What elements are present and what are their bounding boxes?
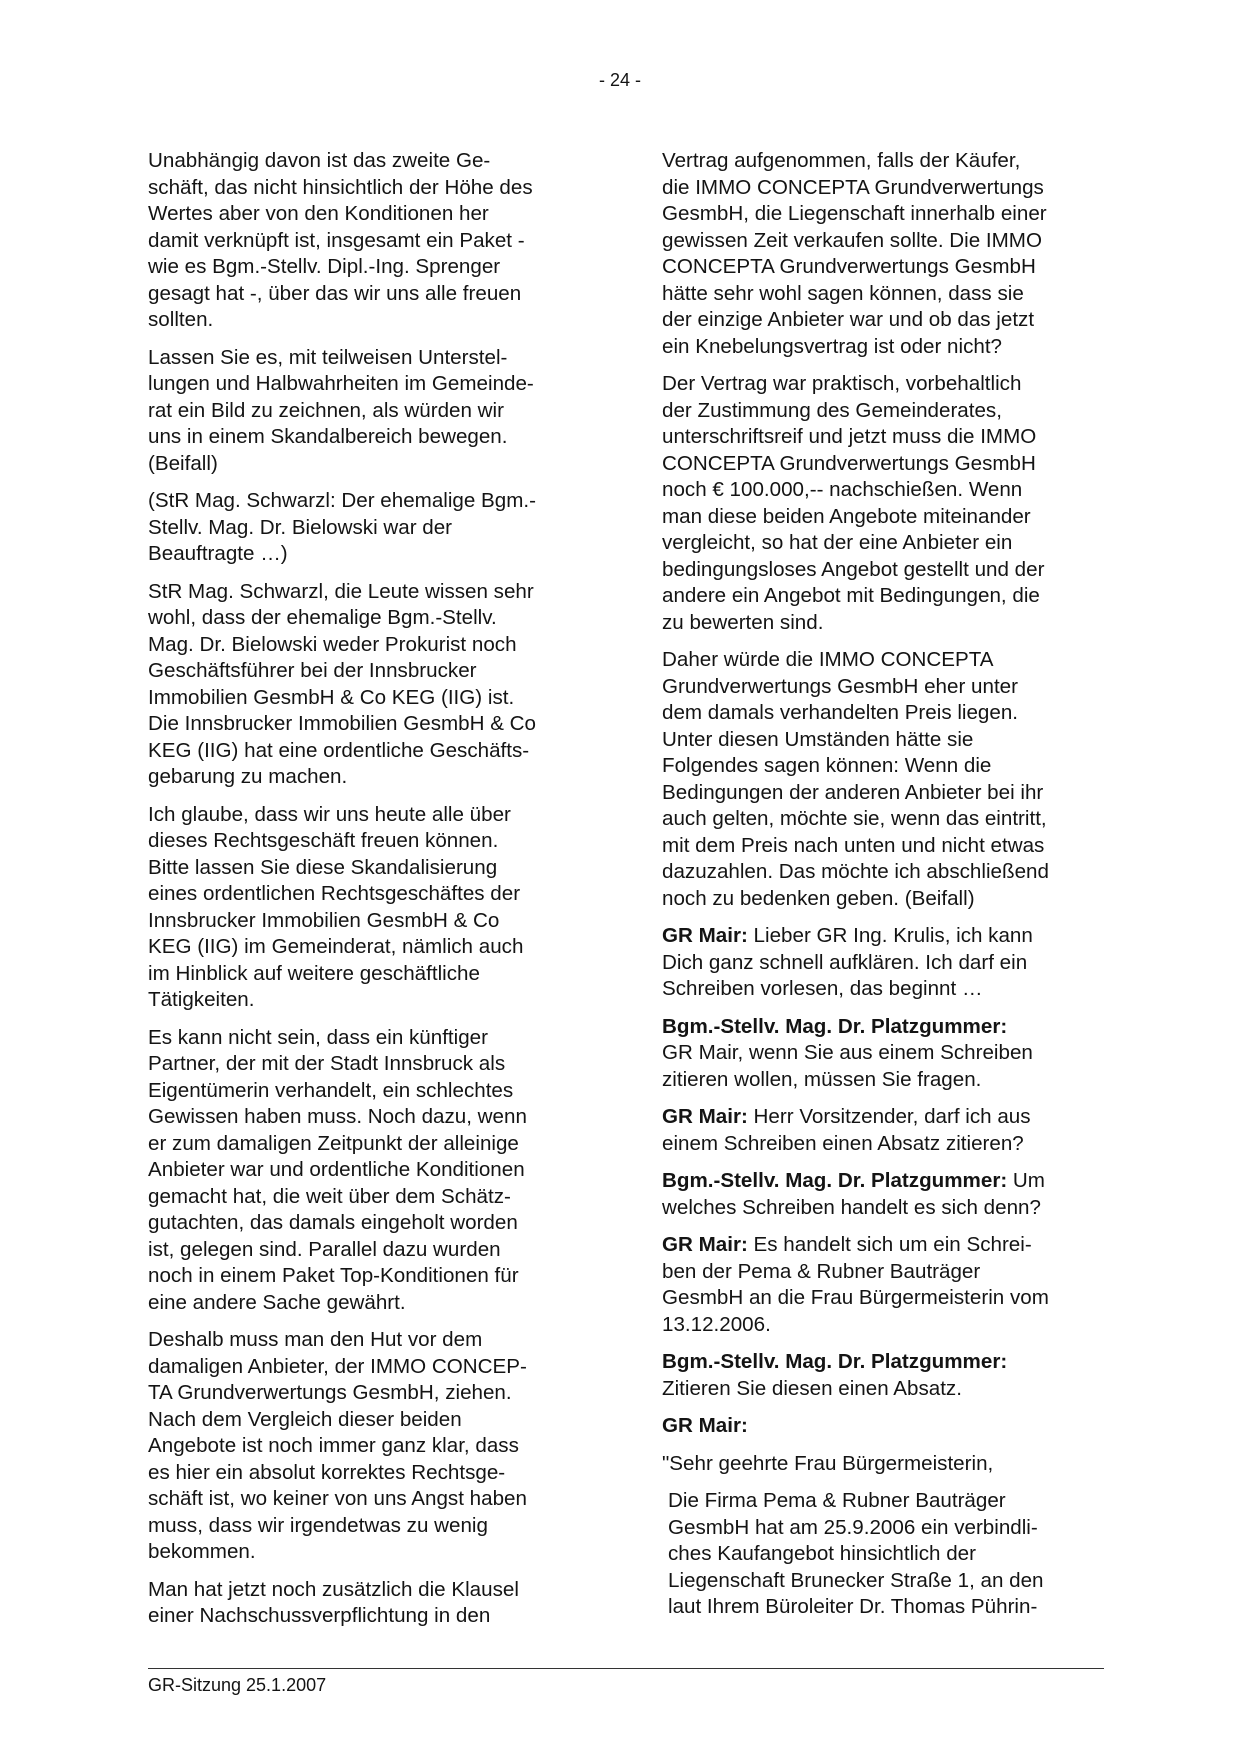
page-number: - 24 - xyxy=(598,70,641,90)
speaker-label: GR Mair: xyxy=(662,1414,748,1437)
speaker-label: Bgm.-Stellv. Mag. Dr. Platzgummer: xyxy=(662,1169,1008,1192)
paragraph: Deshalb muss man den Hut vor dem damaligen Anbieter, der IMMO CONCEP- TA Grundverwertungs GesmbH, ziehen. Nach dem Vergleich dieser beiden Angebote ist noch immer ganz klar, dass es hier ein absolut korrektes Rechtsge- schäft ist, wo keiner von uns Angst haben muss, dass wir irgendetwas zu wenig bekommen. xyxy=(148,1328,527,1563)
footer-text: GR-Sitzung 25.1.2007 xyxy=(148,1675,327,1695)
left-column xyxy=(148,148,598,1641)
speaker-label: GR Mair: xyxy=(662,1233,748,1256)
paragraph: Man hat jetzt noch zusätzlich die Klausel einer Nachschussverpflichtung in den xyxy=(148,1577,519,1627)
paragraph: Es kann nicht sein, dass ein künftiger Partner, der mit der Stadt Innsbruck als Eigentümerin verhandelt, ein schlechtes Gewissen haben muss. Noch dazu, wenn er zum damaligen Zeitpunkt der alleinige Anbieter war und ordentliche Konditionen gemacht hat, die weit über dem Schätz- gutachten, das damals eingeholt worden ist, gelegen sind. Parallel dazu wurden noch in einem Paket Top-Konditionen für eine andere Sache gewährt. xyxy=(148,1025,527,1314)
paragraph: Unabhängig davon ist das zweite Ge- schäft, das nicht hinsichtlich der Höhe des Wertes aber von den Konditionen her damit verknüpft ist, insgesamt ein Paket - wie es Bgm.-Stellv. Dipl.-Ing. Sprenger gesagt hat -, über das wir uns alle freuen sollten. xyxy=(148,149,533,331)
speech-paragraph: GR Mair: Lieber GR Ing. Krulis, ich kann Dich ganz schnell aufklären. Ich darf ein Schreiben vorlesen, das beginnt … xyxy=(662,924,1033,1000)
speaker-label: GR Mair: xyxy=(662,924,748,947)
right-column xyxy=(662,148,1102,1632)
paragraph: Der Vertrag war praktisch, vorbehaltlich der Zustimmung des Gemeinderates, unterschriftsreif und jetzt muss die IMMO CONCEPTA Grundverwertungs GesmbH noch € 100.000,-- nachschießen. Wenn man diese beiden Angebote miteinander vergleicht, so hat der eine Anbieter ein bedingungsloses Angebot gestellt und der andere ein Angebot mit Bedingungen, die zu bewerten sind. xyxy=(662,372,1045,634)
speech-paragraph: Bgm.-Stellv. Mag. Dr. Platzgummer: Um welches Schreiben handelt es sich denn? xyxy=(662,1169,1045,1219)
paragraph: Vertrag aufgenommen, falls der Käufer, die IMMO CONCEPTA Grundverwertungs GesmbH, die Liegenschaft innerhalb einer gewissen Zeit verkaufen sollte. Die IMMO CONCEPTA Grundverwertungs GesmbH hätte sehr wohl sagen können, dass sie der einzige Anbieter war und ob das jetzt ein Knebelungsvertrag ist oder nicht? xyxy=(662,149,1047,358)
speaker-label: Bgm.-Stellv. Mag. Dr. Platzgummer: xyxy=(662,1014,1008,1038)
speech-paragraph xyxy=(662,1413,1102,1440)
speaker-label: GR Mair: xyxy=(662,1105,748,1128)
paragraph: Lassen Sie es, mit teilweisen Unterstel- lungen und Halbwahrheiten im Gemeinde- rat ein Bild zu zeichnen, als würden wir uns in einem Skandalbereich bewegen. (Beifall) xyxy=(148,345,534,475)
footer-divider xyxy=(148,1668,1104,1669)
paragraph: (StR Mag. Schwarzl: Der ehemalige Bgm.- Stellv. Mag. Dr. Bielowski war der Beauftragte …) xyxy=(148,489,536,565)
speaker-label: Bgm.-Stellv. Mag. Dr. Platzgummer: xyxy=(662,1350,1008,1373)
speech-paragraph: Bgm.-Stellv. Mag. Dr. Platzgummer: GR Mair, wenn Sie aus einem Schreiben zitieren wollen, müssen Sie fragen. xyxy=(662,1014,1033,1091)
paragraph: "Sehr geehrte Frau Bürgermeisterin, xyxy=(662,1451,994,1475)
speech-paragraph: Bgm.-Stellv. Mag. Dr. Platzgummer: Zitieren Sie diesen einen Absatz. xyxy=(662,1350,1008,1400)
speech-paragraph: GR Mair: Herr Vorsitzender, darf ich aus einem Schreiben einen Absatz zitieren? xyxy=(662,1105,1031,1155)
paragraph: Daher würde die IMMO CONCEPTA Grundverwertungs GesmbH eher unter dem damals verhandelten Preis liegen. Unter diesen Umständen hätte sie Folgendes sagen können: Wenn die Bedingungen der anderen Anbieter bei ihr auch gelten, möchte sie, wenn das eintritt, mit dem Preis nach unten und nicht etwas dazuzahlen. Das möchte ich abschließend noch zu bedenken geben. (Beifall) xyxy=(662,648,1049,910)
paragraph: Ich glaube, dass wir uns heute alle über dieses Rechtsgeschäft freuen können. Bitte lassen Sie diese Skandalisierung eines ordentlichen Rechtsgeschäftes der Innsbrucker Immobilien GesmbH & Co KEG (IIG) im Gemeinderat, nämlich auch im Hinblick auf weitere geschäftliche Tätigkeiten. xyxy=(148,802,524,1011)
paragraph: StR Mag. Schwarzl, die Leute wissen sehr wohl, dass der ehemalige Bgm.-Stellv. Mag. Dr. Bielowski weder Prokurist noch Geschäftsführer bei der Innsbrucker Immobilien GesmbH & Co KEG (IIG) ist. Die Innsbrucker Immobilien GesmbH & Co KEG (IIG) hat eine ordentliche Geschäfts- gebarung zu machen. xyxy=(148,579,536,788)
speech-paragraph: GR Mair: Es handelt sich um ein Schrei- ben der Pema & Rubner Bauträger GesmbH an die Frau Bürgermeisterin vom 13.12.2006. xyxy=(662,1233,1049,1336)
quoted-paragraph: Die Firma Pema & Rubner Bauträger GesmbH hat am 25.9.2006 ein verbindli- ches Kaufangebot hinsichtlich der Liegenschaft Brunecker Straße 1, an den laut Ihrem Büroleiter Dr. Thomas Pührin- xyxy=(668,1489,1044,1618)
